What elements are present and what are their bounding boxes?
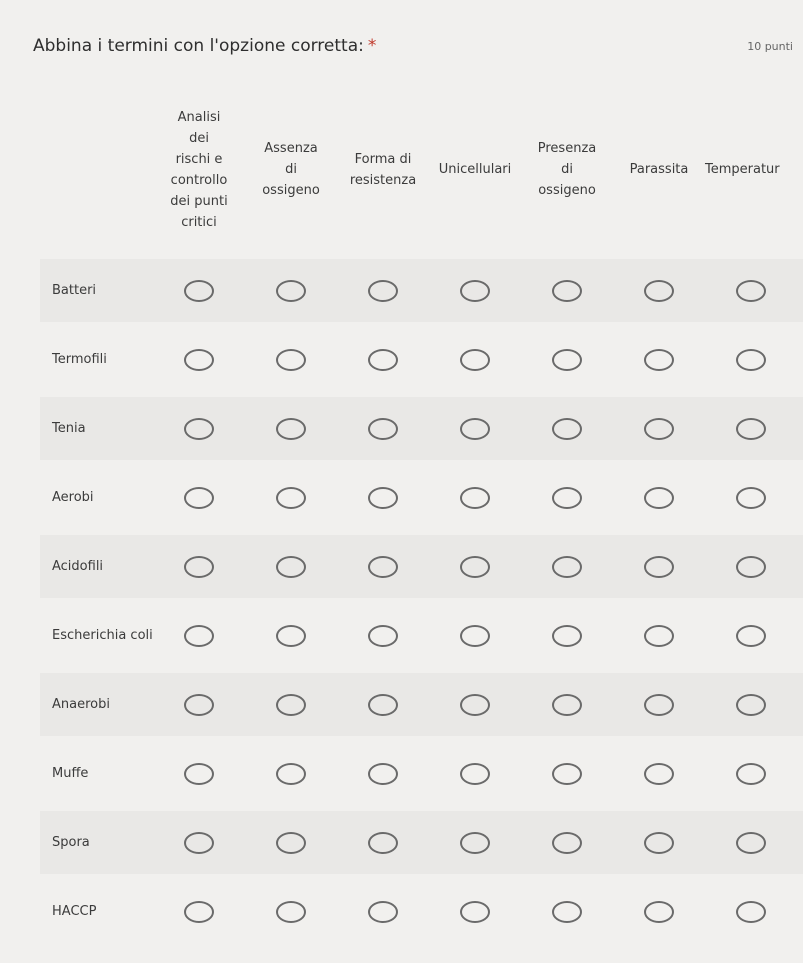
row-label: Batteri	[52, 283, 97, 298]
grid-cell	[705, 556, 797, 578]
radio-button-icon[interactable]	[460, 901, 490, 923]
radio-button-icon[interactable]	[184, 418, 214, 440]
radio-button-icon[interactable]	[736, 487, 766, 509]
grid-cell	[429, 763, 521, 785]
grid-cell	[245, 832, 337, 854]
grid-cell	[337, 349, 429, 371]
radio-button-icon[interactable]	[460, 349, 490, 371]
radio-button-icon[interactable]	[276, 625, 306, 647]
radio-button-icon[interactable]	[368, 763, 398, 785]
grid-row	[40, 742, 803, 805]
column-header: Temperatur	[705, 162, 780, 177]
grid-cell	[245, 763, 337, 785]
radio-button-icon[interactable]	[184, 901, 214, 923]
radio-button-icon[interactable]	[460, 832, 490, 854]
radio-button-icon[interactable]	[184, 280, 214, 302]
points-label: 10 punti	[747, 40, 793, 53]
grid-cell	[337, 418, 429, 440]
grid-body	[40, 259, 803, 943]
column-header: Parassita	[629, 162, 689, 177]
grid-header-row	[40, 82, 803, 257]
grid-cell	[429, 901, 521, 923]
grid-cell	[153, 280, 245, 302]
radio-button-icon[interactable]	[644, 832, 674, 854]
radio-button-icon[interactable]	[184, 694, 214, 716]
grid-cell	[153, 625, 245, 647]
radio-button-icon[interactable]	[644, 556, 674, 578]
row-label: Escherichia coli	[52, 628, 153, 643]
column-header: Analisi dei rischi e controllo dei punti critici	[170, 109, 228, 230]
radio-button-icon[interactable]	[184, 832, 214, 854]
grid-cell	[337, 763, 429, 785]
radio-button-icon[interactable]	[460, 487, 490, 509]
grid-row	[40, 466, 803, 529]
radio-button-icon[interactable]	[184, 556, 214, 578]
column-header: Presenza di ossigeno	[537, 141, 597, 198]
grid-cell	[521, 832, 613, 854]
row-label: Spora	[52, 835, 90, 850]
grid-cell	[613, 694, 705, 716]
grid-cell	[429, 280, 521, 302]
radio-button-icon[interactable]	[368, 487, 398, 509]
row-label: Termofili	[52, 352, 107, 367]
grid-cell	[337, 832, 429, 854]
radio-button-icon[interactable]	[736, 694, 766, 716]
grid-cell	[613, 901, 705, 923]
question-title	[33, 36, 376, 56]
matching-grid	[40, 82, 803, 949]
grid-cell	[245, 418, 337, 440]
grid-cell	[245, 694, 337, 716]
grid-cell	[705, 418, 797, 440]
grid-cell	[429, 625, 521, 647]
radio-button-icon[interactable]	[552, 694, 582, 716]
grid-cell	[521, 556, 613, 578]
radio-button-icon[interactable]	[460, 694, 490, 716]
required-mark: *	[367, 36, 377, 56]
grid-cell	[337, 556, 429, 578]
column-header: Assenza di ossigeno	[262, 141, 320, 198]
row-label: Aerobi	[52, 490, 94, 505]
radio-button-icon[interactable]	[368, 625, 398, 647]
radio-button-icon[interactable]	[644, 280, 674, 302]
grid-cell	[613, 832, 705, 854]
row-label: Muffe	[52, 766, 89, 781]
grid-cell	[521, 625, 613, 647]
row-label: HACCP	[52, 904, 97, 919]
radio-button-icon[interactable]	[368, 832, 398, 854]
radio-button-icon[interactable]	[368, 556, 398, 578]
radio-button-icon[interactable]	[184, 625, 214, 647]
radio-button-icon[interactable]	[644, 418, 674, 440]
radio-button-icon[interactable]	[736, 280, 766, 302]
grid-cell	[153, 832, 245, 854]
grid-cell	[429, 418, 521, 440]
grid-cell	[153, 418, 245, 440]
radio-button-icon[interactable]	[276, 694, 306, 716]
grid-cell	[429, 556, 521, 578]
grid-cell	[429, 349, 521, 371]
radio-button-icon[interactable]	[460, 763, 490, 785]
radio-button-icon[interactable]	[644, 901, 674, 923]
radio-button-icon[interactable]	[736, 832, 766, 854]
radio-button-icon[interactable]	[736, 556, 766, 578]
grid-cell	[429, 487, 521, 509]
question-text: Abbina i termini con l'opzione corretta:	[33, 36, 364, 56]
radio-button-icon[interactable]	[644, 487, 674, 509]
grid-cell	[705, 694, 797, 716]
grid-cell	[705, 349, 797, 371]
grid-cell	[705, 763, 797, 785]
grid-cell	[613, 556, 705, 578]
radio-button-icon[interactable]	[644, 694, 674, 716]
radio-button-icon[interactable]	[552, 556, 582, 578]
grid-cell	[705, 280, 797, 302]
row-label: Anaerobi	[52, 697, 110, 712]
radio-button-icon[interactable]	[276, 556, 306, 578]
grid-cell	[337, 694, 429, 716]
grid-row	[40, 604, 803, 667]
grid-cell	[153, 349, 245, 371]
radio-button-icon[interactable]	[736, 418, 766, 440]
radio-button-icon[interactable]	[368, 901, 398, 923]
radio-button-icon[interactable]	[552, 487, 582, 509]
radio-button-icon[interactable]	[552, 832, 582, 854]
grid-cell	[521, 901, 613, 923]
grid-cell	[705, 487, 797, 509]
radio-button-icon[interactable]	[460, 280, 490, 302]
radio-button-icon[interactable]	[460, 418, 490, 440]
radio-button-icon[interactable]	[276, 349, 306, 371]
grid-cell	[153, 556, 245, 578]
radio-button-icon[interactable]	[460, 556, 490, 578]
grid-cell	[521, 349, 613, 371]
grid-cell	[613, 487, 705, 509]
column-header: Unicellulari	[438, 162, 512, 177]
grid-cell	[613, 625, 705, 647]
grid-row	[40, 328, 803, 391]
radio-button-icon[interactable]	[368, 418, 398, 440]
grid-cell	[521, 487, 613, 509]
grid-cell	[245, 487, 337, 509]
radio-button-icon[interactable]	[276, 832, 306, 854]
grid-cell	[521, 280, 613, 302]
grid-row	[40, 397, 803, 460]
grid-cell	[153, 487, 245, 509]
grid-cell	[245, 556, 337, 578]
grid-cell	[245, 625, 337, 647]
radio-button-icon[interactable]	[644, 349, 674, 371]
radio-button-icon[interactable]	[184, 763, 214, 785]
grid-cell	[337, 625, 429, 647]
grid-cell	[613, 763, 705, 785]
grid-row	[40, 880, 803, 943]
grid-cell	[521, 763, 613, 785]
grid-cell	[429, 832, 521, 854]
grid-cell	[705, 625, 797, 647]
grid-cell	[705, 901, 797, 923]
grid-cell	[245, 349, 337, 371]
radio-button-icon[interactable]	[552, 418, 582, 440]
radio-button-icon[interactable]	[736, 625, 766, 647]
grid-cell	[337, 487, 429, 509]
grid-cell	[613, 280, 705, 302]
radio-button-icon[interactable]	[276, 418, 306, 440]
grid-row	[40, 811, 803, 874]
radio-button-icon[interactable]	[368, 694, 398, 716]
grid-cell	[153, 763, 245, 785]
grid-row	[40, 259, 803, 322]
grid-cell	[521, 694, 613, 716]
radio-button-icon[interactable]	[184, 349, 214, 371]
radio-button-icon[interactable]	[552, 625, 582, 647]
column-header: Forma di resistenza	[349, 151, 417, 188]
grid-cell	[153, 694, 245, 716]
radio-button-icon[interactable]	[184, 487, 214, 509]
radio-button-icon[interactable]	[552, 901, 582, 923]
grid-row	[40, 535, 803, 598]
grid-cell	[705, 832, 797, 854]
grid-cell	[337, 280, 429, 302]
radio-button-icon[interactable]	[276, 487, 306, 509]
grid-cell	[613, 349, 705, 371]
radio-button-icon[interactable]	[460, 625, 490, 647]
grid-cell	[521, 418, 613, 440]
grid-cell	[245, 280, 337, 302]
radio-button-icon[interactable]	[736, 349, 766, 371]
grid-cell	[429, 694, 521, 716]
radio-button-icon[interactable]	[736, 763, 766, 785]
radio-button-icon[interactable]	[736, 901, 766, 923]
radio-button-icon[interactable]	[276, 763, 306, 785]
radio-button-icon[interactable]	[552, 280, 582, 302]
row-label: Tenia	[52, 421, 86, 436]
radio-button-icon[interactable]	[368, 280, 398, 302]
radio-button-icon[interactable]	[644, 763, 674, 785]
radio-button-icon[interactable]	[276, 280, 306, 302]
grid-cell	[153, 901, 245, 923]
radio-button-icon[interactable]	[276, 901, 306, 923]
radio-button-icon[interactable]	[552, 763, 582, 785]
grid-cell	[337, 901, 429, 923]
grid-row	[40, 673, 803, 736]
row-label: Acidofili	[52, 559, 104, 574]
radio-button-icon[interactable]	[644, 625, 674, 647]
grid-cell	[245, 901, 337, 923]
grid-cell	[613, 418, 705, 440]
radio-button-icon[interactable]	[368, 349, 398, 371]
radio-button-icon[interactable]	[552, 349, 582, 371]
